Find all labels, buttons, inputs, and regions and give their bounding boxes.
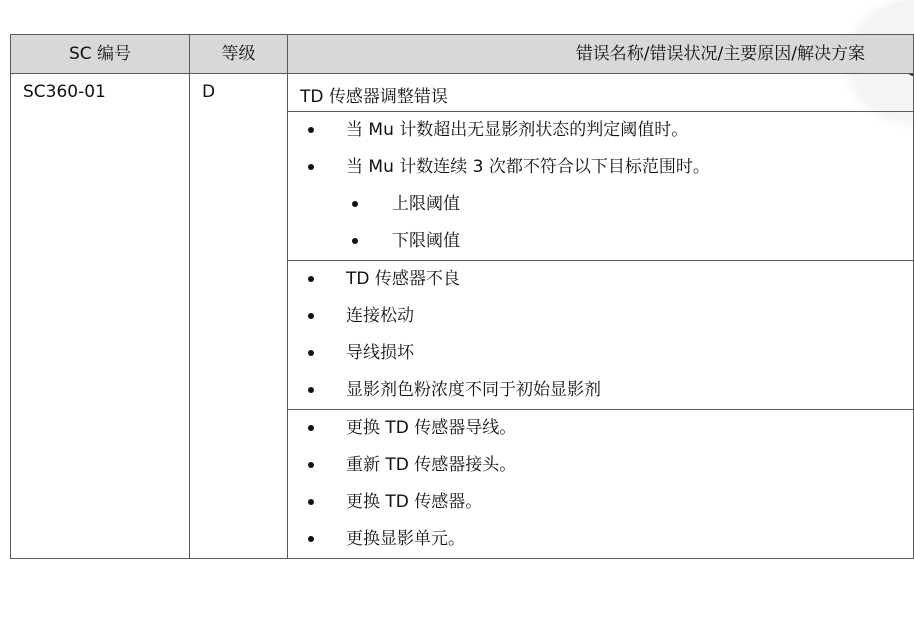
table-row: [11, 74, 914, 112]
causes-cell: [288, 261, 914, 410]
list-item: [288, 186, 913, 223]
bullet-icon: [352, 238, 358, 244]
bullet-icon: [308, 536, 314, 542]
cause-text: TD 传感器不良: [346, 269, 460, 289]
solution-text: 重新 TD 传感器接头。: [346, 455, 517, 475]
conditions-cell: [288, 112, 914, 261]
sc-number-cell: SC360-01: [11, 74, 190, 559]
list-item: [288, 261, 913, 298]
list-item: [288, 223, 913, 260]
bullet-icon: [308, 425, 314, 431]
conditions-list: [288, 112, 913, 260]
cause-text: 导线损坏: [346, 343, 414, 363]
solution-text: 更换 TD 传感器导线。: [346, 418, 517, 438]
list-item: [288, 372, 913, 409]
condition-text: 当 Mu 计数连续 3 次都不符合以下目标范围时。: [346, 157, 710, 177]
header-description: 错误名称/错误状况/主要原因/解决方案: [288, 35, 914, 74]
bullet-icon: [352, 201, 358, 207]
table-header-row: [11, 35, 914, 74]
solution-text: 更换显影单元。: [346, 529, 465, 549]
bullet-icon: [308, 276, 314, 282]
list-item: [288, 335, 913, 372]
list-item: [288, 112, 913, 149]
list-item: [288, 149, 913, 186]
solutions-list: [288, 410, 913, 558]
solutions-cell: [288, 410, 914, 559]
cause-text: 显影剂色粉浓度不同于初始显影剂: [346, 380, 601, 400]
sc-table: [10, 34, 914, 559]
bullet-icon: [308, 127, 314, 133]
level-cell: D: [190, 74, 288, 559]
list-item: [288, 521, 913, 558]
sub-condition-text: 下限阈值: [392, 231, 460, 251]
header-sc-number: SC 编号: [11, 35, 190, 74]
list-item: [288, 447, 913, 484]
list-item: [288, 484, 913, 521]
sub-condition-text: 上限阈值: [392, 194, 460, 214]
error-name-cell: TD 传感器调整错误: [288, 74, 914, 112]
bullet-icon: [308, 350, 314, 356]
bullet-icon: [308, 462, 314, 468]
bullet-icon: [308, 387, 314, 393]
condition-text: 当 Mu 计数超出无显影剂状态的判定阈值时。: [346, 120, 689, 140]
bullet-icon: [308, 164, 314, 170]
list-item: [288, 410, 913, 447]
cause-text: 连接松动: [346, 306, 414, 326]
bullet-icon: [308, 499, 314, 505]
list-item: [288, 298, 913, 335]
bullet-icon: [308, 313, 314, 319]
header-level: 等级: [190, 35, 288, 74]
solution-text: 更换 TD 传感器。: [346, 492, 483, 512]
causes-list: [288, 261, 913, 409]
